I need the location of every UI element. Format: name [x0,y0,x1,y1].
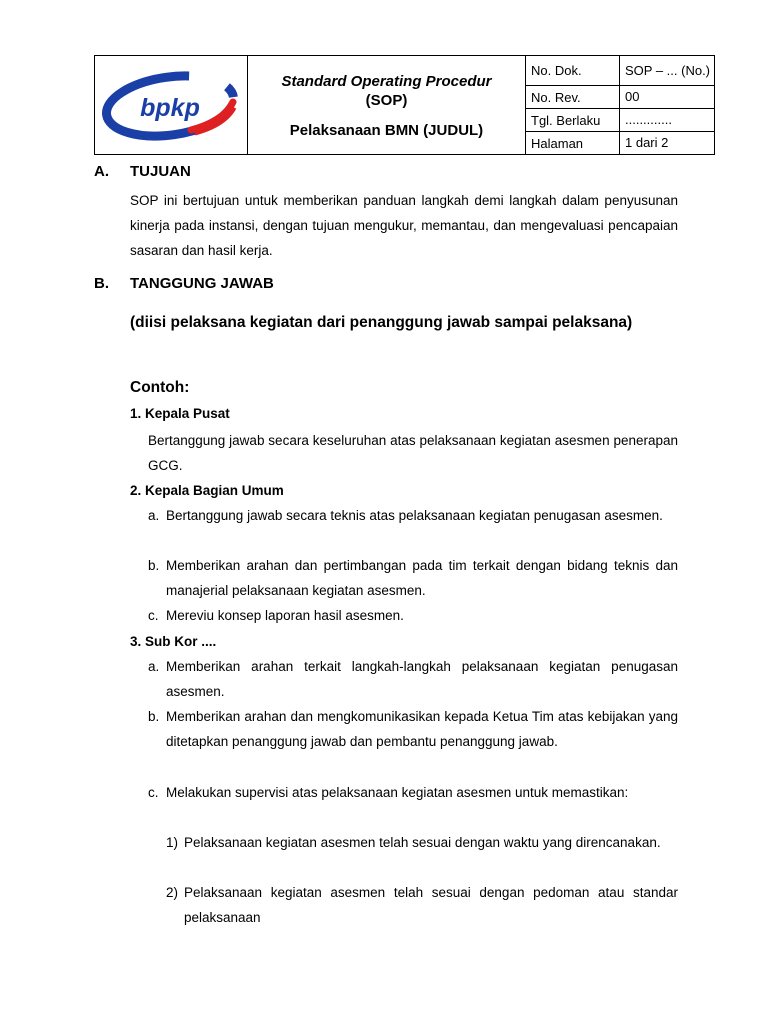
section-b-letter: B. [94,275,109,292]
role-heading-1: 1. Kepala Pusat [130,406,230,421]
logo-cell [95,56,248,155]
title-cell [248,56,526,155]
role-1-text: Bertanggung jawab secara keseluruhan atas pelaksanaan kegiatan asesmen penerapan GCG. [148,433,678,473]
meta-value-doc: SOP – ... (No.) [620,56,715,86]
list-item: b. Memberikan arahan dan mengkomunikasikan kepada Ketua Tim atas kebijakan yang ditetapkan penanggung jawab dan pembantu penanggung jawab. [148,709,678,749]
document-header [94,55,715,155]
sop-title-line2: (SOP) [365,91,408,109]
bpkp-logo [95,60,245,151]
list-item: c. Mereviu konsep laporan hasil asesmen. [148,608,404,623]
sop-title-line1: Standard Operating Procedur [281,72,492,90]
sub-list-item: 2) Pelaksanaan kegiatan asesmen telah sesuai dengan pedoman atau standar pelaksanaan [166,885,678,925]
meta-value-date: ............. [620,109,715,132]
meta-label-date: Tgl. Berlaku [526,109,620,132]
list-item: a. Memberikan arahan terkait langkah-langkah pelaksanaan kegiatan penugasan asesmen. [148,659,678,699]
example-label: Contoh: [130,379,190,396]
sop-subtitle: Pelaksanaan BMN (JUDUL) [289,121,484,139]
section-b-title: TANGGUNG JAWAB [130,275,274,292]
list-item: c. Melakukan supervisi atas pelaksanaan kegiatan asesmen untuk memastikan: [148,785,629,800]
logo-text: bpkp [140,93,200,122]
list-item: b. Memberikan arahan dan pertimbangan pada tim terkait dengan bidang teknis dan manajerial pelaksanaan kegiatan asesmen. [148,558,678,598]
section-a-text: SOP ini bertujuan untuk memberikan panduan langkah demi langkah dalam penyusunan kinerja pada instansi, dengan tujuan mengukur, memantau, dan mengevaluasi pencapaian sasaran dan hasil kerja. [130,193,678,258]
meta-value-rev: 00 [620,86,715,109]
section-b-note: (diisi pelaksana kegiatan dari penanggung jawab sampai pelaksana) [130,314,633,331]
sub-list-item: 1) Pelaksanaan kegiatan asesmen telah sesuai dengan waktu yang direncanakan. [166,835,661,850]
role-heading-3: 3. Sub Kor .... [130,634,217,649]
list-item: a. Bertanggung jawab secara teknis atas pelaksanaan kegiatan penugasan asesmen. [148,508,663,523]
section-a-title: TUJUAN [130,163,191,180]
section-a-letter: A. [94,163,109,180]
meta-label-rev: No. Rev. [526,86,620,109]
meta-label-doc: No. Dok. [526,56,620,86]
role-heading-2: 2. Kepala Bagian Umum [130,483,284,498]
meta-value-page: 1 dari 2 [620,132,715,155]
meta-label-page: Halaman [526,132,620,155]
